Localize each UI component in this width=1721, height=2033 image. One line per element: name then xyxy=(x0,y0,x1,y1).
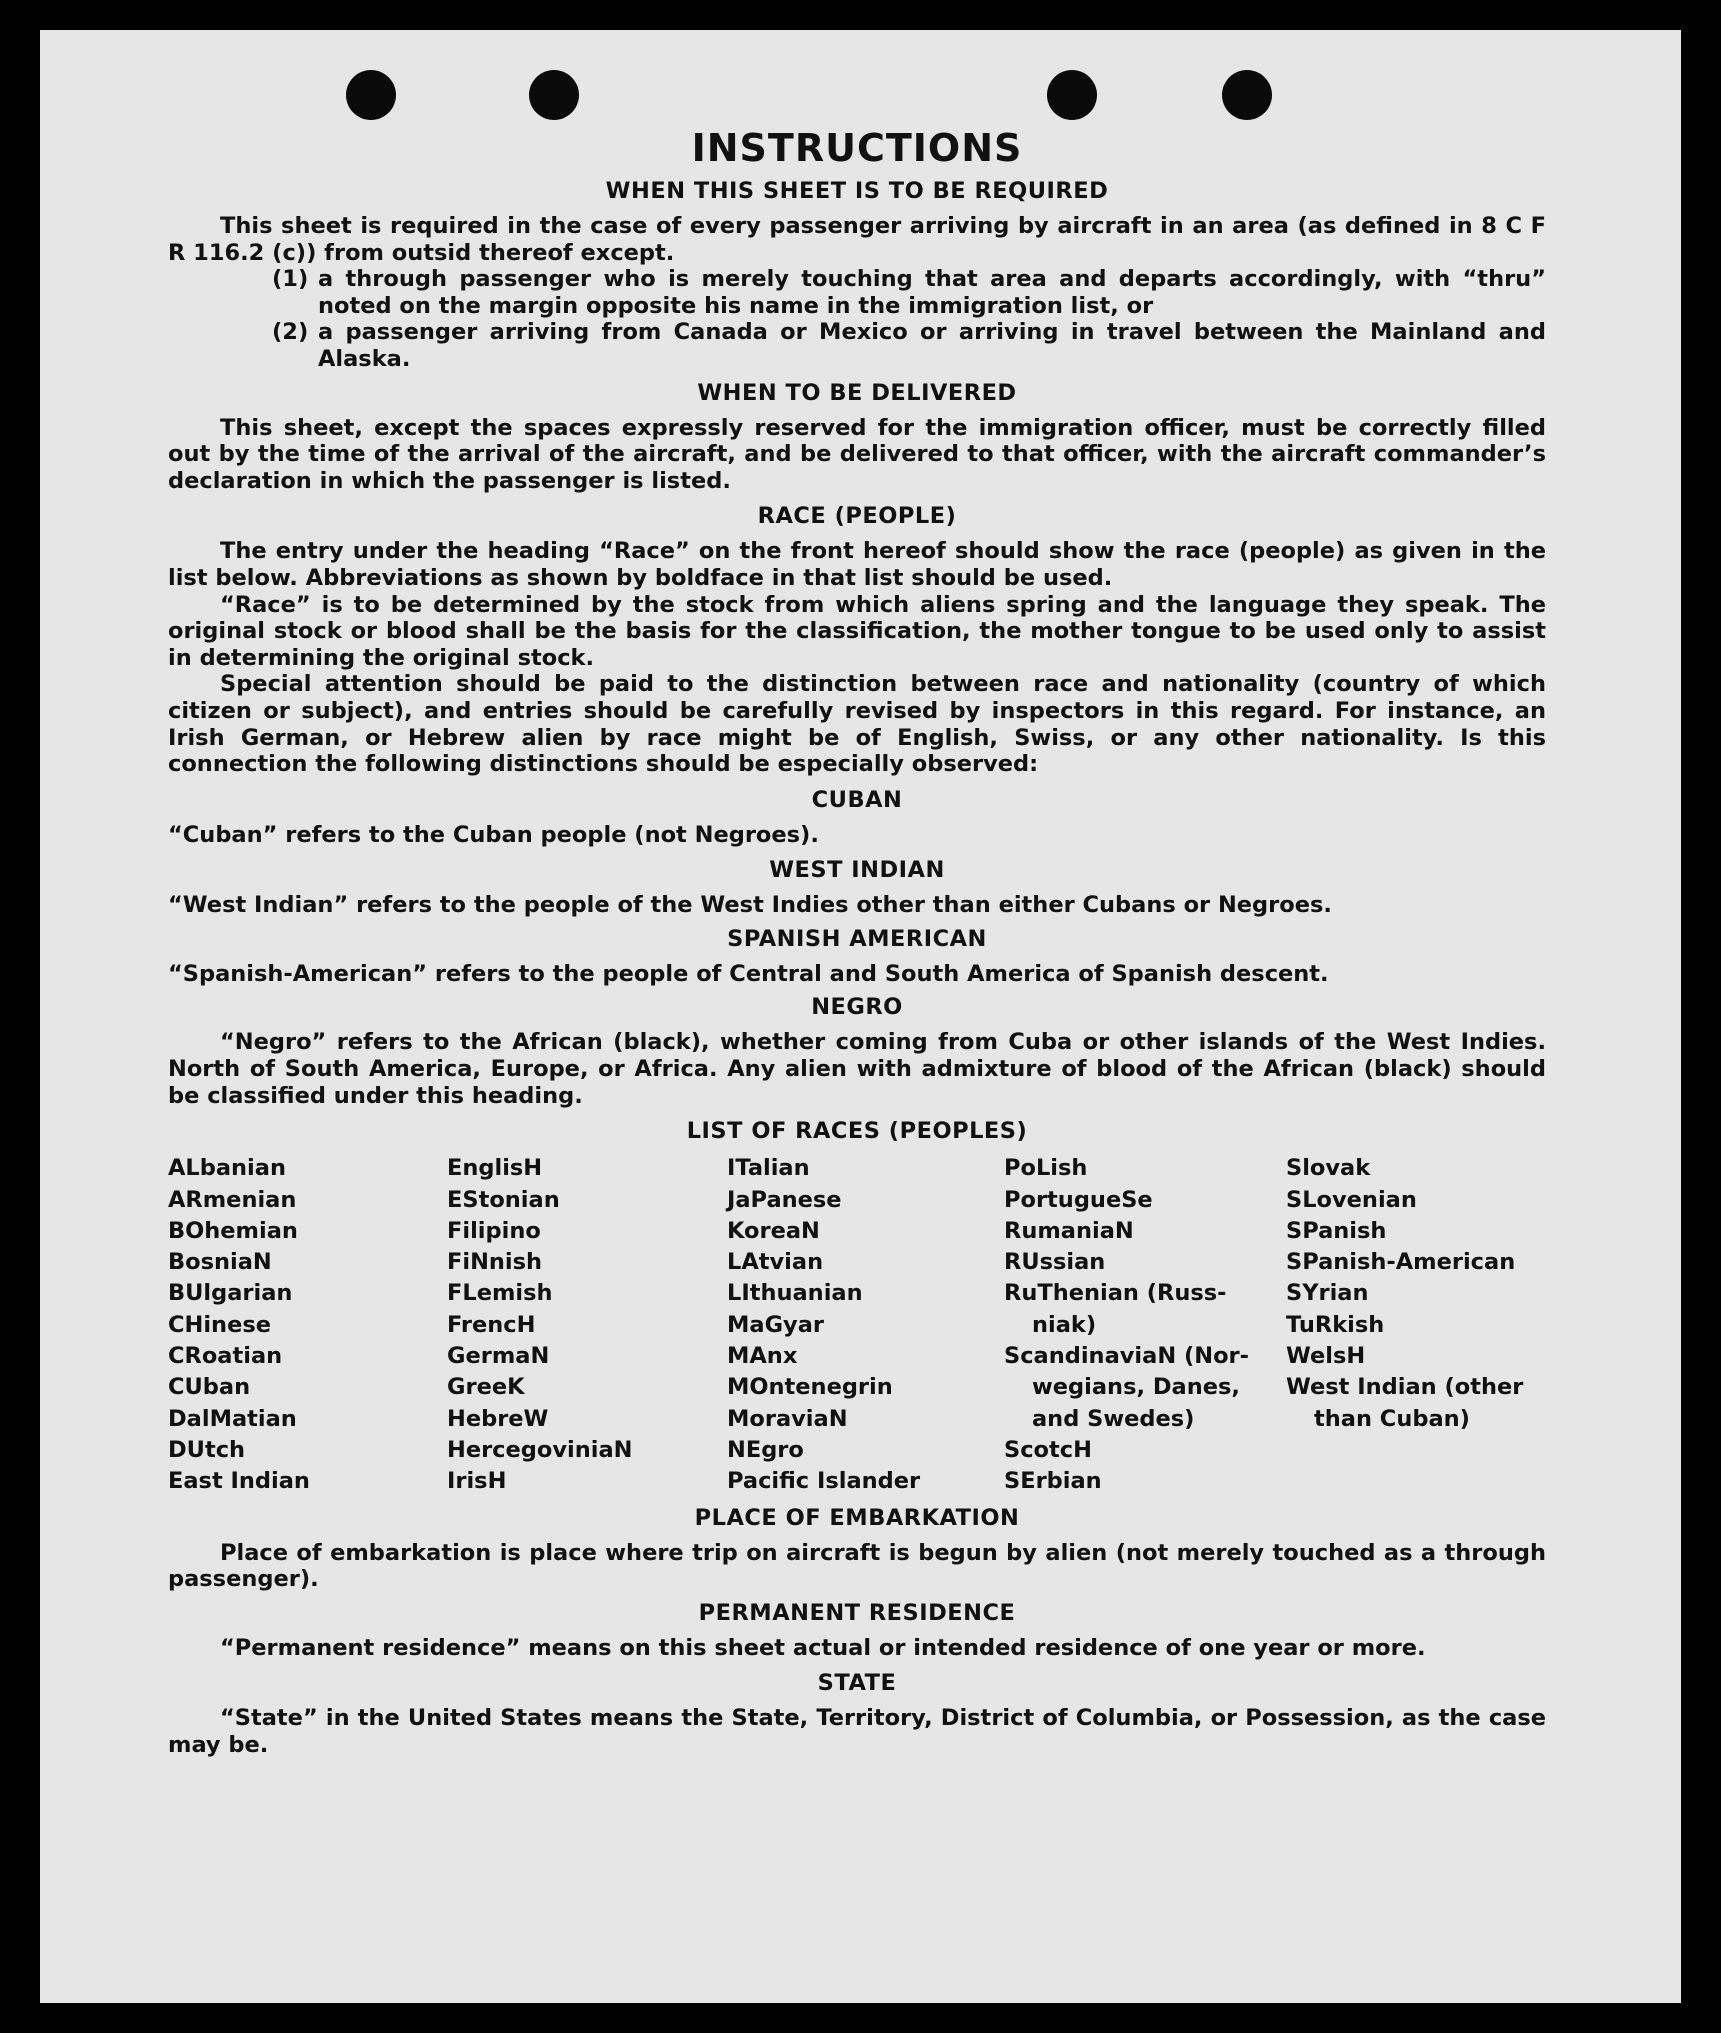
race-entry: HebreW xyxy=(447,1405,549,1432)
heading-cuban: CUBAN xyxy=(811,786,903,813)
race-entry: PortugueSe xyxy=(1004,1186,1153,1213)
west-indian-text: “West Indian” refers to the people of the West Indies other than either Cubans or Negroes. xyxy=(168,892,1332,919)
race-entry: CUban xyxy=(168,1374,251,1401)
heading-spanish-american: SPANISH AMERICAN xyxy=(727,925,987,952)
state-text: “State” in the United States means the State, Territory, District of Columbia, or Possession, as the case may be. xyxy=(168,1705,1546,1758)
race-entry: CRoatian xyxy=(168,1343,283,1370)
exception-number: (2) xyxy=(272,319,309,346)
race-entry: SPanish xyxy=(1286,1217,1387,1244)
heading-when-delivered: WHEN TO BE DELIVERED xyxy=(697,379,1017,406)
race-entry: FLemish xyxy=(447,1280,553,1307)
race-entry: SLovenian xyxy=(1286,1186,1417,1213)
races-list xyxy=(168,1153,1546,1497)
race-entry: FrencH xyxy=(447,1311,536,1338)
race-entry: BosniaN xyxy=(168,1249,272,1276)
when-delivered-text: This sheet, except the spaces expressly reserved for the immigration officer, must be correctly filled out by the time of the arrival of the aircraft, and be delivered to that officer, with the aircraft commander’s declaration in which the passenger is listed. xyxy=(168,414,1546,494)
race-entry: LAtvian xyxy=(727,1249,824,1276)
race-entry: ScandinaviaN (Nor- xyxy=(1004,1343,1249,1370)
punch-hole xyxy=(1222,70,1272,120)
embarkation-text: Place of embarkation is place where trip on aircraft is begun by alien (not merely touched as a through passenger). xyxy=(168,1539,1546,1593)
exception-text: a through passenger who is merely touching that area and departs accordingly, with “thru” noted on the margin opposite his name in the immigration list, or xyxy=(318,266,1546,319)
exception-item xyxy=(272,266,1546,319)
race-entry: Pacific Islander xyxy=(727,1468,921,1495)
race-entry: NEgro xyxy=(727,1436,804,1463)
race-entry: SYrian xyxy=(1286,1280,1369,1307)
race-entry: FiNnish xyxy=(447,1249,543,1276)
race-entry: RumaniaN xyxy=(1004,1217,1134,1244)
race-entry: ARmenian xyxy=(168,1186,297,1213)
race-paragraph: The entry under the heading “Race” on the front hereof should show the race (people) as given in the list below. Abbreviations as shown by boldface in that list should be used. xyxy=(168,538,1546,591)
race-entry: MAnx xyxy=(727,1343,798,1370)
race-entry: EnglisH xyxy=(447,1155,543,1182)
race-entry: HercegoviniaN xyxy=(447,1436,633,1463)
cuban-text: “Cuban” refers to the Cuban people (not Negroes). xyxy=(168,821,819,848)
spanish-american-text: “Spanish-American” refers to the people of Central and South America of Spanish descent. xyxy=(168,960,1329,987)
race-entry: ALbanian xyxy=(168,1155,286,1182)
races-column xyxy=(1004,1153,1286,1497)
race-entry: wegians, Danes, xyxy=(1032,1374,1240,1401)
when-required-intro: This sheet is required in the case of every passenger arriving by aircraft in an area (as defined in 8 C F R 116.2 (c)) from outsid thereof except. xyxy=(168,213,1546,266)
race-entry: ScotcH xyxy=(1004,1436,1092,1463)
race-entry: IrisH xyxy=(447,1468,507,1495)
race-entry: CHinese xyxy=(168,1311,271,1338)
race-entry: SPanish-American xyxy=(1286,1249,1516,1276)
heading-embarkation: PLACE OF EMBARKATION xyxy=(694,1504,1020,1531)
race-paragraph: “Race” is to be determined by the stock from which aliens spring and the language they speak. The original stock or blood shall be the basis for the classification, the mother tongue to be used only to assist in determining the original stock. xyxy=(168,591,1546,671)
heading-races-list: LIST OF RACES (PEOPLES) xyxy=(686,1118,1028,1145)
race-entry: East Indian xyxy=(168,1468,310,1495)
punch-hole xyxy=(346,70,396,120)
heading-permanent-residence: PERMANENT RESIDENCE xyxy=(698,1599,1016,1626)
heading-negro: NEGRO xyxy=(811,994,903,1021)
race-entry: Filipino xyxy=(447,1217,541,1244)
race-entry: Slovak xyxy=(1286,1155,1371,1182)
exception-text: a passenger arriving from Canada or Mexico or arriving in travel between the Mainland and Alaska. xyxy=(318,319,1546,372)
punch-hole xyxy=(1047,70,1097,120)
race-entry: ITalian xyxy=(727,1155,810,1182)
races-column xyxy=(727,1153,1004,1497)
page-title: INSTRUCTIONS xyxy=(691,126,1023,170)
heading-when-required: WHEN THIS SHEET IS TO BE REQUIRED xyxy=(605,178,1109,204)
race-entry: GreeK xyxy=(447,1374,525,1401)
heading-west-indian: WEST INDIAN xyxy=(769,857,945,884)
race-entry: MoraviaN xyxy=(727,1405,848,1432)
race-entry: BUlgarian xyxy=(168,1280,293,1307)
heading-state: STATE xyxy=(817,1670,897,1697)
exception-item xyxy=(272,319,1546,372)
instructions-content xyxy=(168,125,1546,1758)
race-entry: niak) xyxy=(1032,1311,1097,1338)
race-entry: RuThenian (Russ- xyxy=(1004,1280,1227,1307)
document-page xyxy=(40,30,1681,2003)
race-entry: DalMatian xyxy=(168,1405,297,1432)
race-entry: TuRkish xyxy=(1286,1311,1385,1338)
race-entry: SErbian xyxy=(1004,1468,1102,1495)
races-column xyxy=(447,1153,727,1497)
race-entry: MaGyar xyxy=(727,1311,824,1338)
race-paragraph: Special attention should be paid to the distinction between race and nationality (country of which citizen or subject), and entries should be carefully revised by inspectors in this regard. For instance, an Irish German, or Hebrew alien by race might be of English, Swiss, or any other nationality. Is this connection the following distinctions should be especially observed: xyxy=(168,671,1546,778)
negro-text: “Negro” refers to the African (black), whether coming from Cuba or other islands of the West Indies. North of South America, Europe, or Africa. Any alien with admixture of blood of the African (black) should be classified under this heading. xyxy=(168,1029,1546,1109)
race-entry: JaPanese xyxy=(727,1186,842,1213)
exception-number: (1) xyxy=(272,266,309,293)
heading-race: RACE (PEOPLE) xyxy=(757,503,957,530)
race-entry: WelsH xyxy=(1286,1343,1366,1370)
punch-hole xyxy=(529,70,579,120)
races-column xyxy=(168,1153,447,1497)
race-entry: KoreaN xyxy=(727,1217,820,1244)
race-entry: and Swedes) xyxy=(1032,1405,1195,1432)
race-entry: LIthuanian xyxy=(727,1280,863,1307)
race-entry: BOhemian xyxy=(168,1217,298,1244)
race-entry: PoLish xyxy=(1004,1155,1088,1182)
race-entry: West Indian (other xyxy=(1286,1374,1524,1401)
race-entry: than Cuban) xyxy=(1314,1405,1470,1432)
race-entry: EStonian xyxy=(447,1186,560,1213)
races-column xyxy=(1286,1153,1546,1497)
race-entry: GermaN xyxy=(447,1343,550,1370)
race-entry: DUtch xyxy=(168,1436,246,1463)
race-entry: RUssian xyxy=(1004,1249,1106,1276)
permanent-residence-text: “Permanent residence” means on this sheet actual or intended residence of one year or more. xyxy=(220,1634,1426,1661)
race-entry: MOntenegrin xyxy=(727,1374,893,1401)
